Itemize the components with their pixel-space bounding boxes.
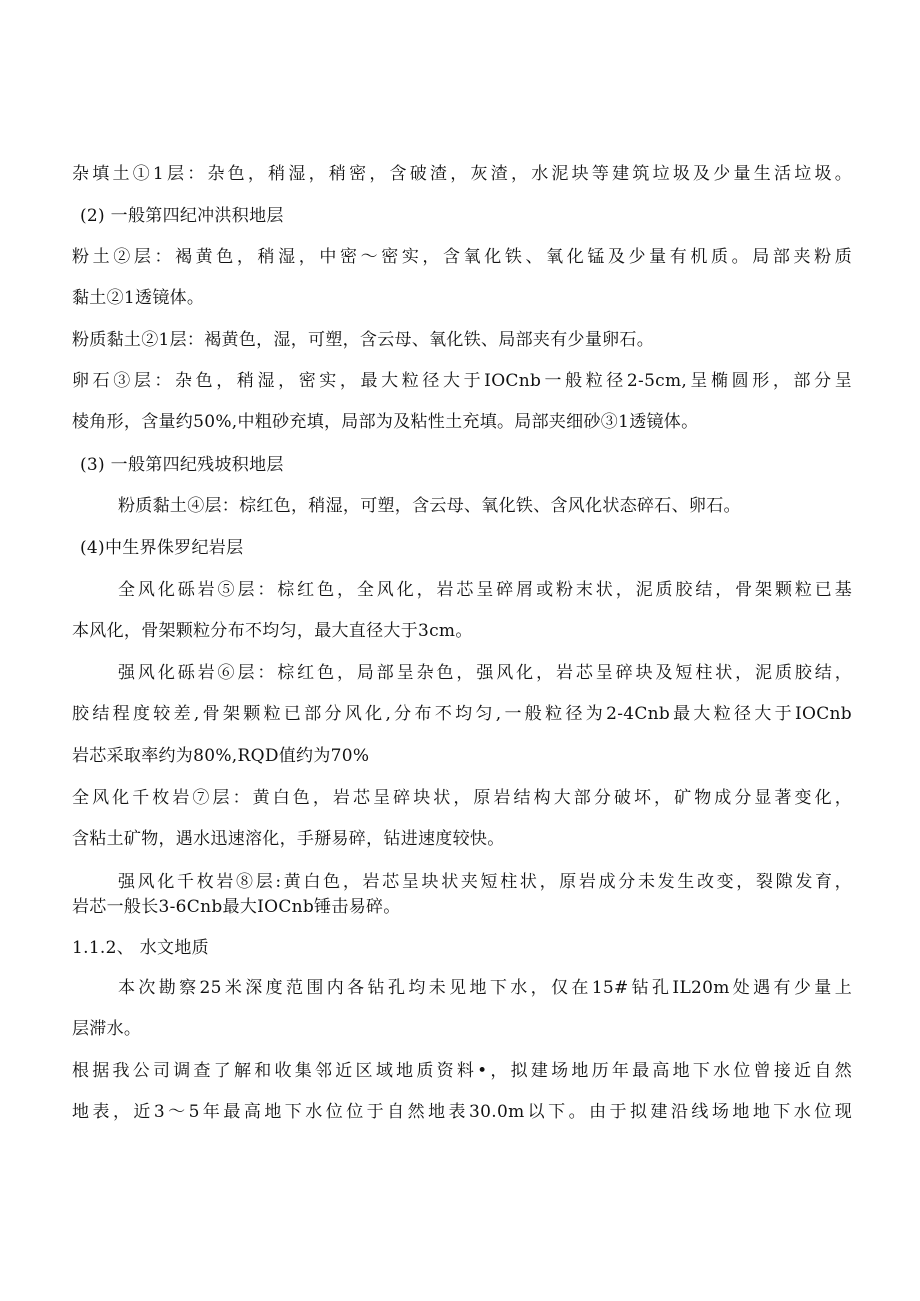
text-line-groundwater: 本次勘察25米深度范围内各钻孔均未见地下水，仅在15#钻孔IL20m处遇有少量上 xyxy=(118,978,852,998)
text-line-groundwater-cont: 层滞水。 xyxy=(72,1019,142,1039)
text-line-survey-cont: 地表，近3～5年最高地下水位位于自然地表30.0m以下。由于拟建沿线场地地下水位现 xyxy=(72,1102,852,1122)
text-line-conglomerate-6: 强风化砾岩⑥层：棕红色，局部呈杂色，强风化，岩芯呈碎块及短柱状，泥质胶结， xyxy=(118,663,852,683)
text-line-conglomerate-5: 全风化砾岩⑤层：棕红色，全风化，岩芯呈碎屑或粉末状，泥质胶结，骨架颗粒已基 xyxy=(118,580,852,600)
section-heading-residual: (3) 一般第四纪残坡积地层 xyxy=(80,455,284,475)
text-line-phyllite-8: 强风化千枚岩⑧层:黄白色，岩芯呈块状夹短柱状，原岩成分未发生改变，裂隙发育， xyxy=(118,872,852,892)
text-line-conglomerate-6-cont: 胶结程度较差,骨架颗粒已部分风化,分布不均匀,一般粒径为2-4Cnb最大粒径大于IOCnb xyxy=(72,704,852,724)
section-heading-jurassic: (4)中生界侏罗纪岩层 xyxy=(80,538,244,558)
text-line-phyllite-8-cont: 岩芯一般长3-6Cnb最大IOCnb锤击易碎。 xyxy=(72,897,401,917)
text-line-silty-clay: 粉质黏土②1层：褐黄色，湿，可塑，含云母、氧化铁、局部夹有少量卵石。 xyxy=(72,330,655,350)
section-heading-hydrogeology: 1.1.2、 水文地质 xyxy=(72,938,209,958)
text-line-phyllite-7-cont: 含粘土矿物，遇水迅速溶化，手掰易碎，钻进速度较快。 xyxy=(72,829,505,849)
text-line-conglomerate-5-cont: 本风化，骨架颗粒分布不均匀，最大直径大于3cm。 xyxy=(72,621,473,641)
section-heading-alluvial: (2) 一般第四纪冲洪积地层 xyxy=(80,206,284,226)
text-line-fill-layer: 杂填土①1层：杂色，稍湿，稍密，含破渣，灰渣，水泥块等建筑垃圾及少量生活垃圾。 xyxy=(72,164,852,184)
text-line-phyllite-7: 全风化千枚岩⑦层：黄白色，岩芯呈碎块状，原岩结构大部分破坏，矿物成分显著变化， xyxy=(72,788,852,808)
text-line-pebble: 卵石③层：杂色，稍湿，密实，最大粒径大于IOCnb一般粒径2-5cm,呈椭圆形，部分呈 xyxy=(72,371,852,391)
text-line-survey: 根据我公司调查了解和收集邻近区域地质资料•，拟建场地历年最高地下水位曾接近自然 xyxy=(72,1061,852,1081)
text-line-silty-clay-4: 粉质黏土④层：棕红色，稍湿，可塑，含云母、氧化铁、含风化状态碎石、卵石。 xyxy=(118,496,741,516)
text-line-silt-cont: 黏土②1透镜体。 xyxy=(72,288,205,308)
text-line-conglomerate-6-end: 岩芯采取率约为80%,RQD值约为70% xyxy=(72,746,370,766)
text-line-silt: 粉土②层：褐黄色，稍湿，中密～密实，含氧化铁、氧化锰及少量有机质。局部夹粉质 xyxy=(72,247,852,267)
text-line-pebble-cont: 棱角形，含量约50%,中粗砂充填，局部为及粘性土充填。局部夹细砂③1透镜体。 xyxy=(72,412,699,432)
